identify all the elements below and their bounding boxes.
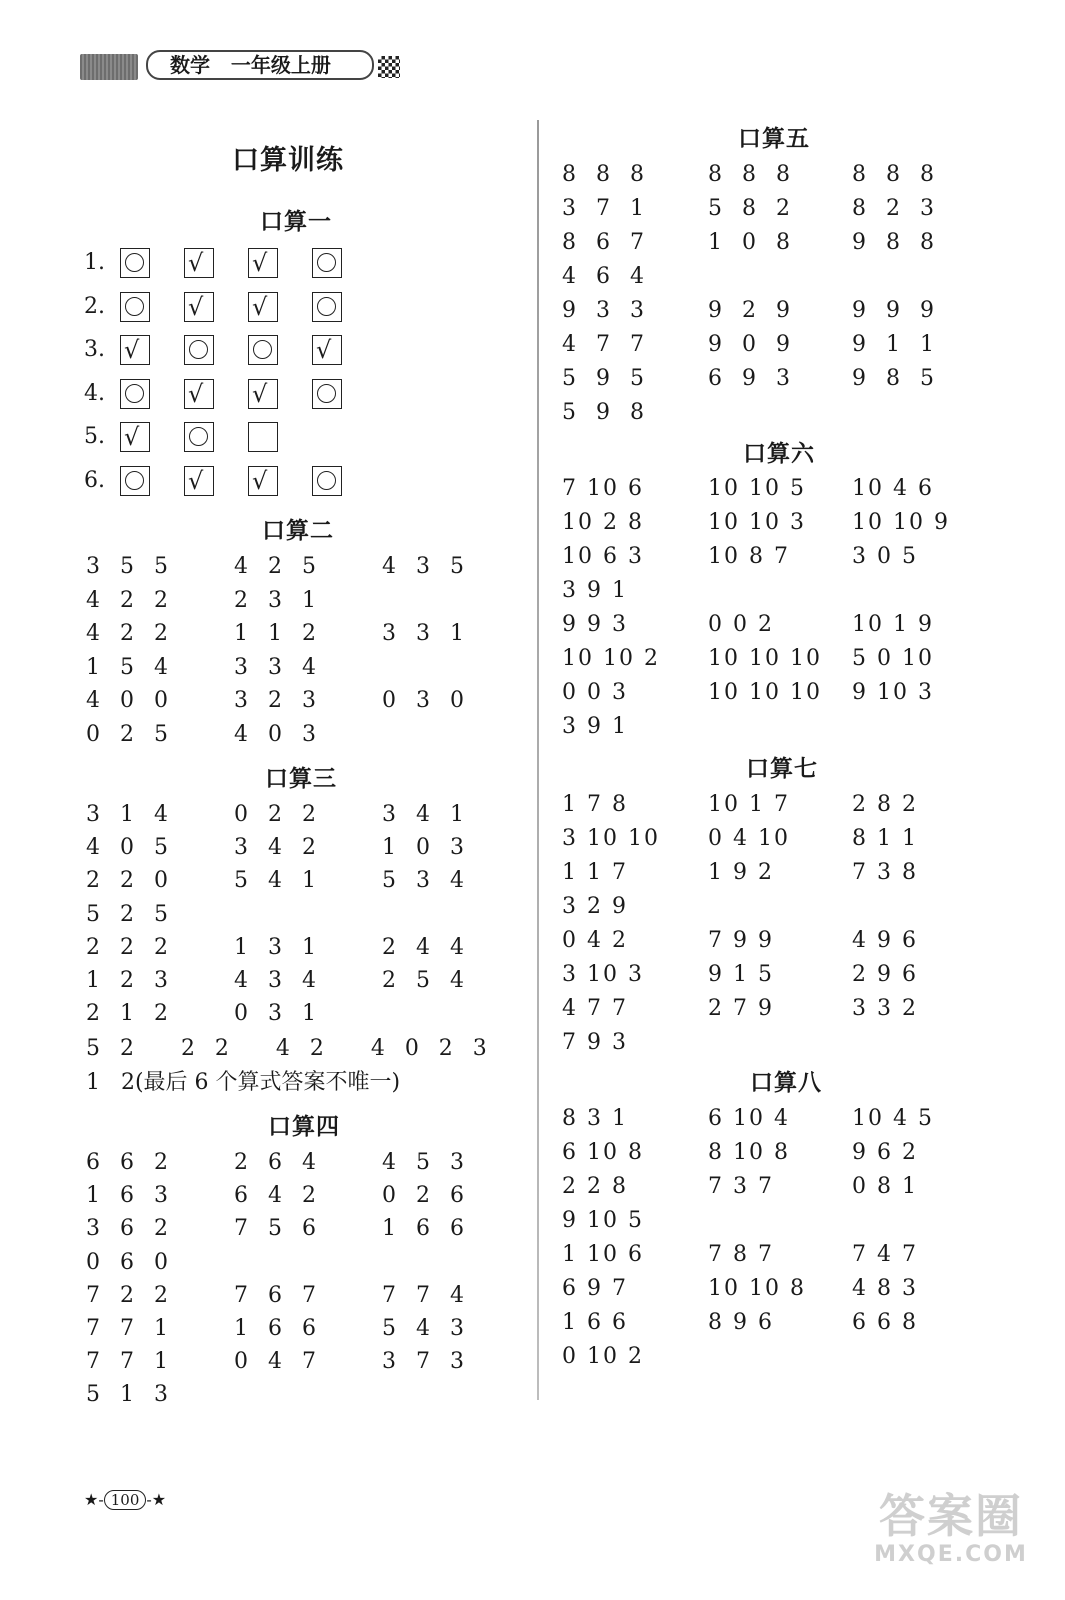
answer-cell: 1 10 6: [562, 1242, 644, 1267]
answer-box: [184, 248, 214, 278]
answer-cell: 8 10 8: [708, 1140, 790, 1165]
answer-cell: 4 2 5: [234, 554, 318, 579]
answer-row: [82, 1248, 522, 1278]
answer-cell: 7 9 3: [562, 1030, 628, 1055]
circle-mark-icon: [125, 471, 144, 490]
answer-box: [120, 422, 150, 452]
main-title: 口算训练: [232, 145, 344, 176]
answer-row: [560, 892, 1000, 922]
answer-cell: 10 10 9: [852, 510, 950, 535]
answer-cell: 10 10 2: [562, 646, 660, 671]
answer-cell: 2 2 2: [86, 934, 170, 960]
answer-cell: 1 0 8: [708, 230, 792, 255]
answer-cell: 8 3 1: [562, 1106, 628, 1131]
section-title: 口算六: [743, 441, 815, 467]
answer-cell: 7 3 7: [708, 1174, 774, 1199]
answer-cell: 0 4 2: [562, 928, 628, 953]
answer-cell: 10 4 5: [852, 1106, 934, 1131]
answer-box: [120, 292, 150, 322]
section-title: 口算三: [265, 766, 337, 792]
answer-cell: 7 9 9: [708, 928, 774, 953]
answer-cell: 1 0 3: [382, 835, 466, 861]
answer-cell: 2 6 4: [234, 1150, 318, 1175]
answer-cell: 0 2 6: [382, 1183, 466, 1209]
answer-row: [82, 833, 522, 863]
answer-row: [560, 194, 1000, 224]
answer-cell: 0 6 0: [86, 1249, 170, 1275]
answer-cell: 3 3 4: [234, 654, 318, 680]
answer-box: [312, 292, 342, 322]
answer-cell: 10 1 9: [852, 612, 934, 637]
answer-cell: 1 1 2: [234, 621, 318, 646]
answer-cell: 4 8 3: [852, 1276, 918, 1301]
answer-cell: 10 10 10: [708, 646, 822, 671]
answer-row: [82, 1281, 522, 1311]
section-title: 口算二: [262, 518, 334, 544]
answer-cell: 8 8 8: [708, 162, 792, 187]
circle-mark-icon: [317, 297, 336, 316]
answer-row: [82, 720, 522, 750]
answer-cell: 9 2 9: [708, 298, 792, 323]
answer-row: [82, 1214, 522, 1244]
answer-cell: 5 2 2 2 4 2 4 0 2 3: [86, 1036, 489, 1062]
check-row: [82, 248, 382, 278]
answer-cell: 0 4 10: [708, 826, 790, 851]
answer-cell: 5 4 1: [234, 868, 318, 894]
answer-cell: 0 10 2: [562, 1344, 644, 1369]
answer-cell: 5 2 5: [86, 901, 170, 927]
check-row: [82, 466, 382, 496]
answer-row: [82, 552, 522, 582]
answer-row: [560, 474, 1000, 504]
answer-row: [560, 994, 1000, 1024]
answer-cell: 3 3 2: [852, 996, 918, 1021]
answer-cell: 8 8 8: [562, 162, 646, 187]
answer-cell: 4 9 6: [852, 928, 918, 953]
answer-cell: 10 2 8: [562, 510, 644, 535]
answer-row: [82, 900, 522, 930]
answer-cell: 4 3 4: [234, 968, 318, 993]
page-footer: ★- 100 -★: [84, 1490, 167, 1509]
row-number: 6.: [84, 467, 105, 493]
answer-row: [560, 1308, 1000, 1338]
answer-box: [184, 422, 214, 452]
answer-cell: 1 6 6: [382, 1216, 466, 1242]
answer-box: [248, 248, 278, 278]
page-header: [80, 50, 400, 82]
answer-box: [120, 248, 150, 278]
answer-row: [560, 398, 1000, 428]
answer-cell: 7 8 7: [708, 1242, 774, 1267]
watermark-logo-text: 答案圈: [879, 1489, 1023, 1543]
answer-box: [248, 422, 278, 452]
answer-cell: 5 4 3: [382, 1316, 466, 1341]
answer-cell: 9 8 8: [852, 230, 936, 255]
answer-cell: 3 7 3: [382, 1349, 466, 1375]
answer-cell: 4 2 2: [86, 621, 170, 646]
circle-mark-icon: [125, 384, 144, 403]
answer-cell: 10 6 3: [562, 544, 644, 569]
answer-row: [82, 653, 522, 683]
answer-cell: 0 8 1: [852, 1174, 918, 1199]
section-title: 口算一: [260, 209, 332, 235]
watermark: [861, 1490, 1041, 1567]
answer-cell: 6 6 8: [852, 1310, 918, 1335]
answer-cell: 2 2 0: [86, 868, 170, 894]
answer-cell: 5 3 4: [382, 868, 466, 894]
answer-cell: 1 7 8: [562, 792, 628, 817]
answer-box: [184, 466, 214, 496]
answer-cell: 7 3 8: [852, 860, 918, 885]
answer-cell: 0 0 3: [562, 680, 628, 705]
column-divider: [537, 120, 539, 1400]
answer-cell: 2 8 2: [852, 792, 918, 817]
answer-cell: 1 3 1: [234, 934, 318, 960]
answer-cell: 6 4 2: [234, 1183, 318, 1209]
answer-box: [312, 379, 342, 409]
answer-cell: 1 9 2: [708, 860, 774, 885]
answer-cell: 8 6 7: [562, 230, 646, 255]
answer-row: [560, 330, 1000, 360]
answer-cell: 6 10 8: [562, 1140, 644, 1165]
answer-cell: 0 4 7: [234, 1349, 318, 1375]
answer-cell: 7 6 7: [234, 1282, 318, 1308]
answer-cell: 3 2 9: [562, 894, 628, 919]
answer-cell: 7 5 6: [234, 1216, 318, 1242]
answer-box: [120, 466, 150, 496]
answer-cell: 1 6 6: [234, 1316, 318, 1341]
answer-cell: 10 4 6: [852, 476, 934, 501]
check-row: [82, 422, 382, 452]
answer-cell: 10 8 7: [708, 544, 790, 569]
check-mark-icon: √: [252, 466, 268, 495]
answer-cell: 2 7 9: [708, 996, 774, 1021]
answer-cell: 10 10 10: [708, 680, 822, 705]
checker-icon: [378, 56, 400, 78]
answer-cell: 4 6 4: [562, 264, 646, 289]
answer-row: [560, 1240, 1000, 1270]
check-mark-icon: √: [316, 336, 332, 364]
answer-box: [248, 466, 278, 496]
answer-cell: 3 9 1: [562, 578, 628, 603]
answer-cell: 6 10 4: [708, 1106, 790, 1131]
answer-cell: 1 5 4: [86, 654, 170, 680]
check-mark-icon: √: [188, 249, 204, 277]
circle-mark-icon: [253, 340, 272, 359]
answer-cell: 10 10 3: [708, 510, 806, 535]
answer-row: [560, 576, 1000, 606]
answer-row: [560, 858, 1000, 888]
answer-cell: 7 7 1: [86, 1316, 170, 1341]
check-row: [82, 379, 382, 409]
circle-mark-icon: [125, 253, 144, 272]
answer-row: [82, 686, 522, 716]
answer-cell: 3 4 1: [382, 802, 466, 827]
answer-row: [82, 586, 522, 616]
row-number: 1.: [84, 250, 105, 275]
check-mark-icon: √: [252, 292, 268, 321]
answer-cell: 4 3 5: [382, 554, 466, 579]
watermark-url: MXQE.COM: [874, 1542, 1028, 1567]
answer-cell: 9 1 5: [708, 962, 774, 987]
section-title: 口算五: [738, 126, 810, 152]
answer-cell: 7 10 6: [562, 476, 644, 501]
answer-cell: 1 6 6: [562, 1310, 628, 1335]
answer-row: [560, 1104, 1000, 1134]
answer-row: [560, 926, 1000, 956]
answer-cell: 3 10 3: [562, 962, 644, 987]
answer-row: [560, 678, 1000, 708]
answer-cell: 3 1 4: [86, 802, 170, 827]
answer-cell: 3 7 1: [562, 196, 646, 221]
answer-box: [184, 335, 214, 365]
answer-cell: 3 10 10: [562, 826, 660, 851]
section-title: 口算八: [750, 1070, 822, 1096]
page-number: 100: [104, 1490, 147, 1510]
check-row: [82, 335, 382, 365]
answer-cell: 10 10 8: [708, 1276, 806, 1301]
answer-row: [560, 790, 1000, 820]
check-mark-icon: √: [124, 423, 140, 451]
answer-cell: 9 10 5: [562, 1208, 644, 1233]
answer-cell: 4 7 7: [562, 996, 628, 1021]
check-mark-icon: √: [188, 379, 204, 408]
answer-cell: 9 6 2: [852, 1140, 918, 1165]
answer-cell: 1 6 3: [86, 1183, 170, 1209]
row-number: 5.: [84, 424, 105, 449]
answer-cell: 8 9 6: [708, 1310, 774, 1335]
answer-cell: 5 9 5: [562, 366, 646, 391]
answer-box: [248, 292, 278, 322]
circle-mark-icon: [317, 253, 336, 272]
answer-cell: 0 3 1: [234, 1001, 318, 1027]
circle-mark-icon: [189, 340, 208, 359]
answer-cell: 3 5 5: [86, 554, 170, 579]
circle-mark-icon: [317, 384, 336, 403]
answer-row: [560, 364, 1000, 394]
answer-row: [560, 1138, 1000, 1168]
answer-box: [312, 335, 342, 365]
answer-box: [248, 335, 278, 365]
check-mark-icon: √: [124, 336, 140, 364]
answer-box: [120, 335, 150, 365]
check-mark-icon: √: [252, 249, 268, 277]
answer-cell: 1 1 7: [562, 860, 628, 885]
answer-row: [82, 1314, 522, 1344]
answer-cell: 3 9 1: [562, 714, 628, 739]
answer-row: [560, 644, 1000, 674]
answer-cell: 2 3 1: [234, 587, 318, 613]
answer-cell: 9 9 9: [852, 298, 936, 323]
answer-cell: 2 9 6: [852, 962, 918, 987]
answer-row: [82, 933, 522, 963]
answer-cell: 7 2 2: [86, 1282, 170, 1308]
row-number: 4.: [84, 380, 105, 406]
answer-cell: 10 10 5: [708, 476, 806, 501]
answer-row: [82, 800, 522, 830]
answer-cell: 9 0 9: [708, 332, 792, 357]
answer-row: [82, 966, 522, 996]
answer-cell: 3 3 1: [382, 621, 466, 646]
answer-cell: 5 8 2: [708, 196, 792, 221]
answer-cell: 9 10 3: [852, 680, 934, 705]
answer-row: [560, 1206, 1000, 1236]
answer-row: [560, 542, 1000, 572]
answer-cell: 5 0 10: [852, 646, 934, 671]
row-number: 3.: [84, 337, 105, 362]
check-mark-icon: √: [188, 466, 204, 495]
answer-cell: 3 0 5: [852, 544, 918, 569]
check-mark-icon: √: [252, 379, 268, 408]
answer-row: [560, 262, 1000, 292]
answer-cell: 8 8 8: [852, 162, 936, 187]
section-title: 口算四: [268, 1114, 340, 1140]
answer-cell: 7 7 1: [86, 1349, 170, 1375]
answer-cell: 9 9 3: [562, 612, 628, 637]
answer-cell: 2 4 4: [382, 934, 466, 960]
answer-row: [560, 1028, 1000, 1058]
answer-row: [560, 610, 1000, 640]
answer-cell: 5 9 8: [562, 400, 646, 425]
answer-cell: 0 2 2: [234, 802, 318, 827]
answer-cell: 8 1 1: [852, 826, 918, 851]
answer-cell: 0 3 0: [382, 688, 466, 713]
answer-cell: 4 7 7: [562, 332, 646, 357]
answer-cell: 7 4 7: [852, 1242, 918, 1267]
header-bar-decoration: [80, 54, 138, 80]
answer-cell: 5 1 3: [86, 1382, 170, 1408]
answer-cell: 10 1 7: [708, 792, 790, 817]
answer-cell: 6 9 3: [708, 366, 792, 391]
answer-row: [82, 619, 522, 649]
answer-row: [82, 866, 522, 896]
answer-box: [248, 379, 278, 409]
answer-row: [560, 160, 1000, 190]
answer-cell: 6 9 7: [562, 1276, 628, 1301]
answer-row: [560, 228, 1000, 258]
answer-cell: 2 2 8: [562, 1174, 628, 1199]
answer-cell: 4 0 3: [234, 721, 318, 747]
row-number: 2.: [84, 293, 105, 319]
answer-cell: 7 7 4: [382, 1282, 466, 1308]
answer-cell: 6 6 2: [86, 1150, 170, 1175]
answer-cell: 2 1 2: [86, 1001, 170, 1027]
circle-mark-icon: [317, 471, 336, 490]
answer-note: 1 2(最后 6 个算式答案不唯一): [86, 1069, 401, 1095]
answer-row: [82, 1148, 522, 1178]
answer-box: [184, 292, 214, 322]
answer-cell: 4 5 3: [382, 1150, 466, 1175]
circle-mark-icon: [189, 427, 208, 446]
answer-row: [560, 1274, 1000, 1304]
header-title: 数学 一年级上册: [146, 50, 374, 80]
answer-cell: 9 8 5: [852, 366, 936, 391]
answer-cell: 0 2 5: [86, 721, 170, 747]
circle-mark-icon: [125, 297, 144, 316]
answer-cell: 4 0 0: [86, 688, 170, 713]
answer-cell: 3 6 2: [86, 1216, 170, 1242]
answer-row: [560, 712, 1000, 742]
section-title: 口算七: [746, 756, 818, 782]
answer-row: [560, 824, 1000, 854]
answer-row: [82, 1380, 522, 1410]
answer-box: [312, 248, 342, 278]
answer-cell: 3 4 2: [234, 835, 318, 861]
answer-row: [560, 296, 1000, 326]
answer-row: [560, 508, 1000, 538]
answer-cell: 9 3 3: [562, 298, 646, 323]
answer-box: [312, 466, 342, 496]
answer-cell: 3 2 3: [234, 688, 318, 713]
answer-cell: 9 1 1: [852, 332, 936, 357]
check-row: [82, 292, 382, 322]
answer-row: [82, 1347, 522, 1377]
answer-cell: 2 5 4: [382, 968, 466, 993]
answer-cell: 4 2 2: [86, 587, 170, 613]
check-mark-icon: √: [188, 292, 204, 321]
answer-cell: 8 2 3: [852, 196, 936, 221]
answer-row: [560, 1172, 1000, 1202]
answer-row: [82, 1181, 522, 1211]
answer-box: [120, 379, 150, 409]
answer-row: [82, 999, 522, 1029]
answer-cell: 0 0 2: [708, 612, 774, 637]
answer-cell: 1 2 3: [86, 968, 170, 993]
answer-row: [560, 960, 1000, 990]
answer-cell: 4 0 5: [86, 835, 170, 861]
answer-row: [560, 1342, 1000, 1372]
answer-box: [184, 379, 214, 409]
